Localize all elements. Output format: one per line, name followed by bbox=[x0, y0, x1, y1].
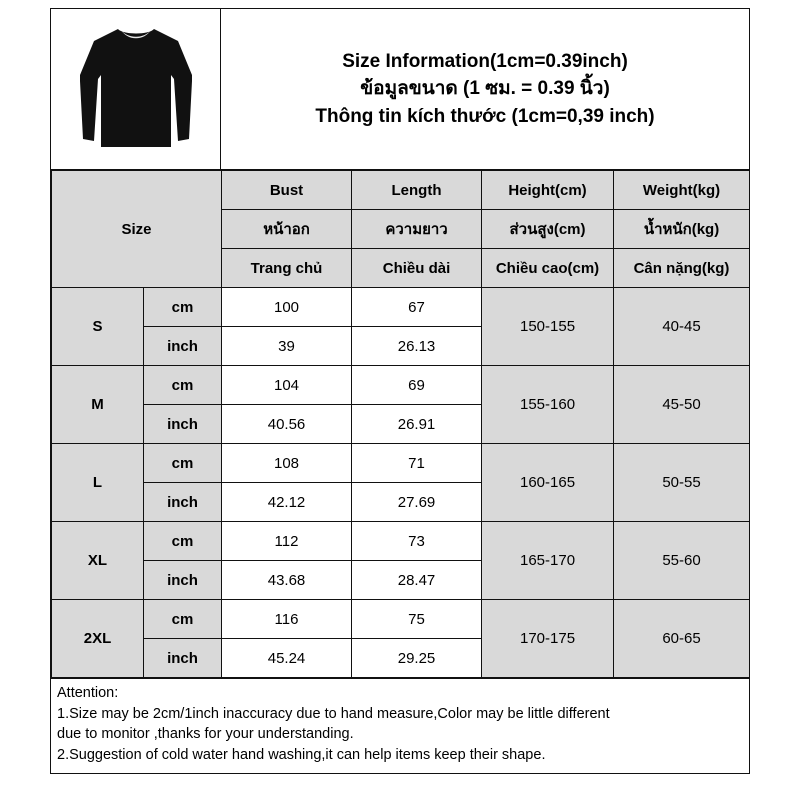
height-header-vi: Chiều cao(cm) bbox=[482, 249, 614, 288]
title-vi: Thông tin kích thước (1cm=0,39 inch) bbox=[315, 105, 655, 127]
unit-inch: inch bbox=[144, 639, 222, 678]
attention-line-1a: 1.Size may be 2cm/1inch inaccuracy due to hand measure,Color may be little different bbox=[57, 705, 610, 722]
length-header-th: ความยาว bbox=[352, 210, 482, 249]
xl-height: 165-170 bbox=[482, 522, 614, 600]
size-table bbox=[51, 170, 750, 678]
xl-bust-inch: 43.68 bbox=[222, 561, 352, 600]
bust-header-th: หน้าอก bbox=[222, 210, 352, 249]
m-weight: 45-50 bbox=[614, 366, 750, 444]
weight-header-en: Weight(kg) bbox=[614, 171, 750, 210]
length-header-vi: Chiều dài bbox=[352, 249, 482, 288]
s-weight: 40-45 bbox=[614, 288, 750, 366]
table-row bbox=[52, 288, 750, 327]
unit-inch: inch bbox=[144, 405, 222, 444]
m-bust-cm: 104 bbox=[222, 366, 352, 405]
2xl-weight: 60-65 bbox=[614, 600, 750, 678]
unit-inch: inch bbox=[144, 327, 222, 366]
height-header-en: Height(cm) bbox=[482, 171, 614, 210]
2xl-bust-inch: 45.24 bbox=[222, 639, 352, 678]
s-height: 150-155 bbox=[482, 288, 614, 366]
unit-inch: inch bbox=[144, 561, 222, 600]
height-header-th: ส่วนสูง(cm) bbox=[482, 210, 614, 249]
weight-header-th: น้ำหนัก(kg) bbox=[614, 210, 750, 249]
table-row bbox=[52, 600, 750, 639]
xl-length-inch: 28.47 bbox=[352, 561, 482, 600]
s-length-cm: 67 bbox=[352, 288, 482, 327]
bust-header-vi: Trang chủ bbox=[222, 249, 352, 288]
product-image-cell bbox=[51, 9, 221, 169]
m-height: 155-160 bbox=[482, 366, 614, 444]
size-chart bbox=[50, 8, 750, 774]
unit-cm: cm bbox=[144, 366, 222, 405]
xl-bust-cm: 112 bbox=[222, 522, 352, 561]
row-size-m: M bbox=[52, 366, 144, 444]
row-size-s: S bbox=[52, 288, 144, 366]
xl-length-cm: 73 bbox=[352, 522, 482, 561]
row-size-2xl: 2XL bbox=[52, 600, 144, 678]
table-row bbox=[52, 522, 750, 561]
2xl-length-inch: 29.25 bbox=[352, 639, 482, 678]
attention-heading: Attention: bbox=[57, 685, 119, 701]
row-size-xl: XL bbox=[52, 522, 144, 600]
row-size-l: L bbox=[52, 444, 144, 522]
s-length-inch: 26.13 bbox=[352, 327, 482, 366]
2xl-height: 170-175 bbox=[482, 600, 614, 678]
attention-block bbox=[51, 678, 749, 773]
l-height: 160-165 bbox=[482, 444, 614, 522]
length-header-en: Length bbox=[352, 171, 482, 210]
2xl-bust-cm: 116 bbox=[222, 600, 352, 639]
title-en: Size Information(1cm=0.39inch) bbox=[342, 50, 628, 72]
bust-header-en: Bust bbox=[222, 171, 352, 210]
m-length-cm: 69 bbox=[352, 366, 482, 405]
xl-weight: 55-60 bbox=[614, 522, 750, 600]
l-length-inch: 27.69 bbox=[352, 483, 482, 522]
chart-header bbox=[51, 9, 749, 170]
weight-header-vi: Cân nặng(kg) bbox=[614, 249, 750, 288]
table-header-row-en bbox=[52, 171, 750, 210]
attention-line-2: 2.Suggestion of cold water hand washing,it can help items keep their shape. bbox=[57, 746, 546, 763]
l-length-cm: 71 bbox=[352, 444, 482, 483]
s-bust-inch: 39 bbox=[222, 327, 352, 366]
unit-cm: cm bbox=[144, 288, 222, 327]
chart-title-block bbox=[221, 9, 749, 169]
unit-cm: cm bbox=[144, 444, 222, 483]
2xl-length-cm: 75 bbox=[352, 600, 482, 639]
s-bust-cm: 100 bbox=[222, 288, 352, 327]
black-long-sleeve-shirt-icon bbox=[66, 19, 206, 159]
unit-cm: cm bbox=[144, 522, 222, 561]
l-weight: 50-55 bbox=[614, 444, 750, 522]
size-header-cell: Size bbox=[52, 171, 222, 288]
l-bust-cm: 108 bbox=[222, 444, 352, 483]
table-row bbox=[52, 366, 750, 405]
unit-inch: inch bbox=[144, 483, 222, 522]
l-bust-inch: 42.12 bbox=[222, 483, 352, 522]
m-bust-inch: 40.56 bbox=[222, 405, 352, 444]
unit-cm: cm bbox=[144, 600, 222, 639]
title-th: ข้อมูลขนาด (1 ซม. = 0.39 นิ้ว) bbox=[360, 78, 610, 100]
attention-line-1b: due to monitor ,thanks for your understanding. bbox=[57, 726, 354, 743]
table-row bbox=[52, 444, 750, 483]
m-length-inch: 26.91 bbox=[352, 405, 482, 444]
